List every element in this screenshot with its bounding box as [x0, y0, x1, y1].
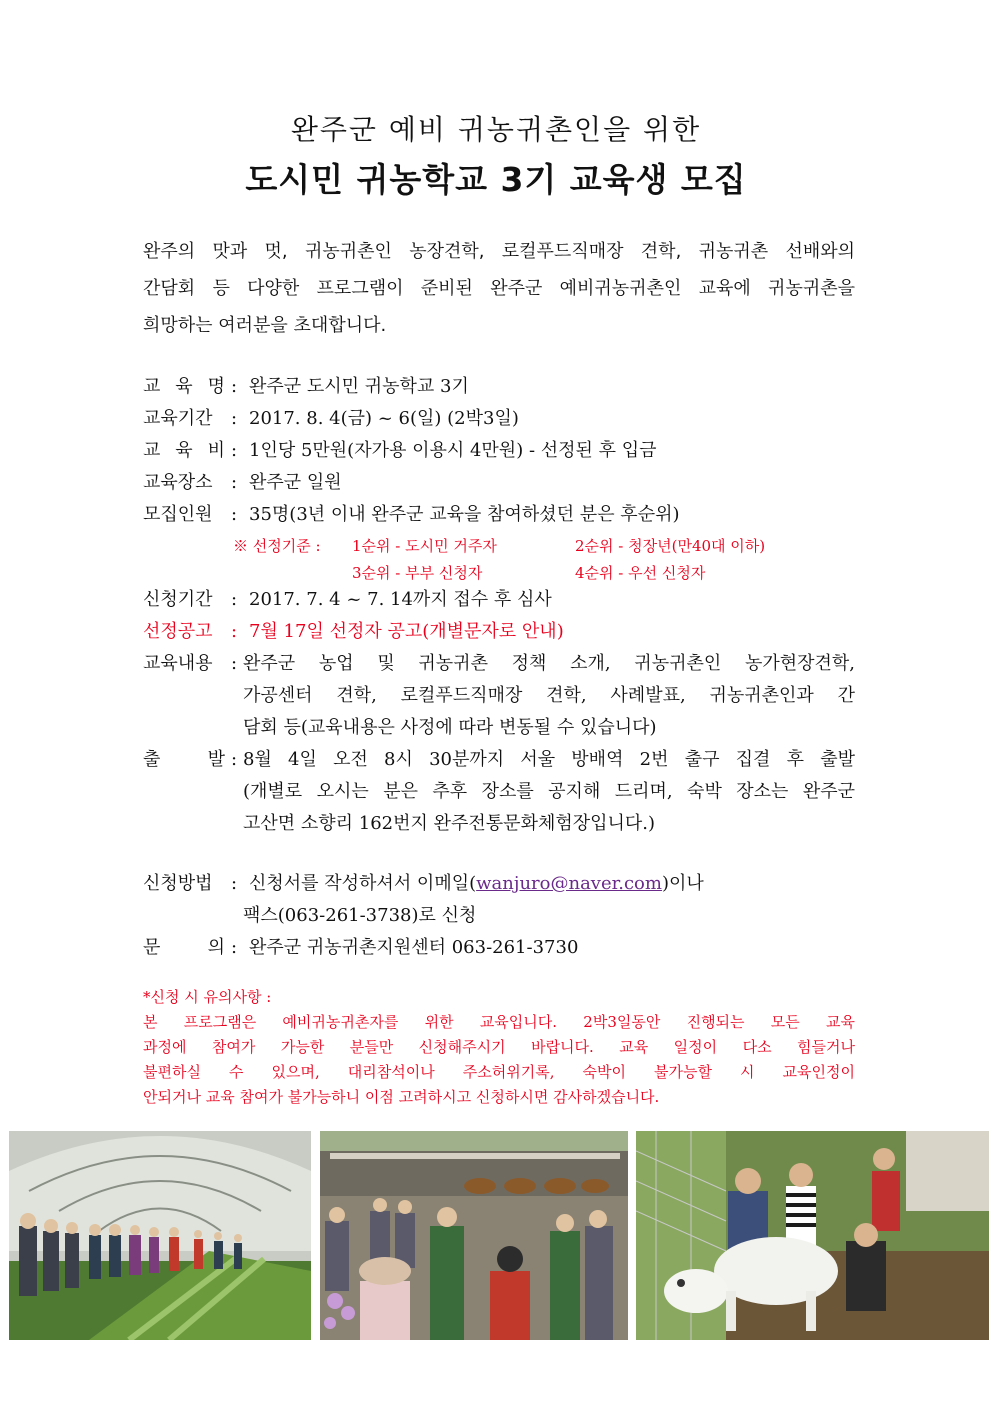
title-line-2: 도시민 귀농학교 3기 교육생 모집: [245, 160, 747, 199]
depart-line: (개별로 오시는 분은 추후 장소를 공지해 드리며, 숙박 장소는 완주군: [243, 781, 855, 802]
info-label: 교육기간: [143, 408, 213, 429]
depart-line: 고산면 소향리 162번지 완주전통문화체험장입니다.): [243, 813, 656, 834]
info-label: 선정공고: [143, 621, 213, 642]
info-row-inquiry: 문 의 : 완주군 귀농귀촌지원센터 063-261-3730: [143, 932, 578, 964]
info-label: 출 발: [143, 749, 225, 770]
info-value: 7월 17일 선정자 공고(개별문자로 안내): [249, 621, 564, 642]
intro-line: 간담회 등 다양한 프로그램이 준비된 완주군 예비귀농귀촌인 교육에 귀농귀촌을: [143, 278, 855, 299]
info-row-fee: 교 육 비 : 1인당 5만원(자가용 이용시 4만원) - 선정된 후 입금: [143, 435, 657, 467]
content-line: 가공센터 견학, 로컬푸드직매장 견학, 사례발표, 귀농귀촌인과 간: [243, 685, 855, 706]
info-value: 완주군 일원: [249, 472, 342, 493]
criteria-item: 1순위 - 도시민 거주자: [352, 537, 497, 555]
photo-greenhouse: [9, 1131, 311, 1340]
notice-heading: *신청 시 유의사항 :: [143, 988, 272, 1006]
photo-cattle-farm: [320, 1131, 628, 1340]
info-value: 1인당 5만원(자가용 이용시 4만원) - 선정된 후 입금: [249, 440, 657, 461]
method-line: 팩스(063-261-3738)로 신청: [243, 905, 477, 926]
info-row-place: 교육장소 : 완주군 일원: [143, 467, 342, 499]
info-label: 교 육 비: [143, 440, 225, 461]
criteria-item: 2순위 - 청장년(만40대 이하): [575, 537, 766, 555]
content-line: 담회 등(교육내용은 사정에 따라 변동될 수 있습니다): [243, 717, 657, 738]
info-label: 신청방법: [143, 873, 213, 894]
info-label: 교 육 명: [143, 376, 225, 397]
info-value: 2017. 8. 4(금) ~ 6(일) (2박3일): [249, 408, 519, 429]
info-row-name: 교 육 명 : 완주군 도시민 귀농학교 3기: [143, 371, 469, 403]
criteria-prefix: ※ 선정기준 :: [233, 537, 321, 555]
info-value: 완주군 도시민 귀농학교 3기: [249, 376, 469, 397]
criteria-item: 3순위 - 부부 신청자: [352, 564, 483, 582]
info-label: 문 의: [143, 937, 225, 958]
criteria-item: 4순위 - 우선 신청자: [575, 564, 706, 582]
info-value: 완주군 귀농귀촌지원센터 063-261-3730: [249, 937, 579, 958]
info-row-apply-period: 신청기간 : 2017. 7. 4 ~ 7. 14까지 접수 후 심사: [143, 584, 552, 616]
info-row-depart: 출 발 :: [143, 744, 249, 776]
content-line: 완주군 농업 및 귀농귀촌 정책 소개, 귀농귀촌인 농가현장견학,: [243, 653, 855, 674]
notice-line: 과정에 참여가 가능한 분들만 신청해주시기 바랍니다. 교육 일정이 다소 힘들거나: [143, 1038, 855, 1056]
email-link[interactable]: wanjuro@naver.com: [476, 873, 662, 894]
info-value: 신청서를 작성하셔서 이메일(wanjuro@naver.com)이나: [249, 873, 704, 894]
intro-line: 완주의 맛과 멋, 귀농귀촌인 농장견학, 로컬푸드직매장 견학, 귀농귀촌 선배와의: [143, 241, 855, 262]
info-value: 35명(3년 이내 완주군 교육을 참여하셨던 분은 후순위): [249, 504, 680, 525]
notice-line: 안되거나 교육 참여가 불가능하니 이점 고려하시고 신청하시면 감사하겠습니다.: [143, 1088, 660, 1106]
info-label: 교육내용: [143, 653, 213, 674]
info-label: 신청기간: [143, 589, 213, 610]
intro-line: 희망하는 여러분을 초대합니다.: [143, 315, 387, 336]
info-row-method: 신청방법 : 신청서를 작성하셔서 이메일(wanjuro@naver.com)이나: [143, 868, 704, 900]
info-label: 모집인원: [143, 504, 213, 525]
info-value: 2017. 7. 4 ~ 7. 14까지 접수 후 심사: [249, 589, 552, 610]
intro-paragraph: [143, 233, 855, 344]
depart-line: 8월 4일 오전 8시 30분까지 서울 방배역 2번 출구 집결 후 출발: [243, 749, 855, 770]
info-row-period: 교육기간 : 2017. 8. 4(금) ~ 6(일) (2박3일): [143, 403, 519, 435]
info-row-recruit: 모집인원 : 35명(3년 이내 완주군 교육을 참여하셨던 분은 후순위): [143, 499, 680, 531]
info-row-announce: 선정공고 : 7월 17일 선정자 공고(개별문자로 안내): [143, 616, 564, 648]
notice-box: [143, 985, 855, 1110]
title-line-1: 완주군 예비 귀농귀촌인을 위한: [290, 113, 702, 146]
notice-line: 본 프로그램은 예비귀농귀촌자를 위한 교육입니다. 2박3일동안 진행되는 모든 교육: [143, 1013, 855, 1031]
photo-goat-experience: [636, 1131, 989, 1340]
info-row-content: 교육내용 :: [143, 648, 249, 680]
info-label: 교육장소: [143, 472, 213, 493]
notice-line: 불편하실 수 있으며, 대리참석이나 주소허위기록, 숙박이 불가능할 시 교육인정이: [143, 1063, 855, 1081]
